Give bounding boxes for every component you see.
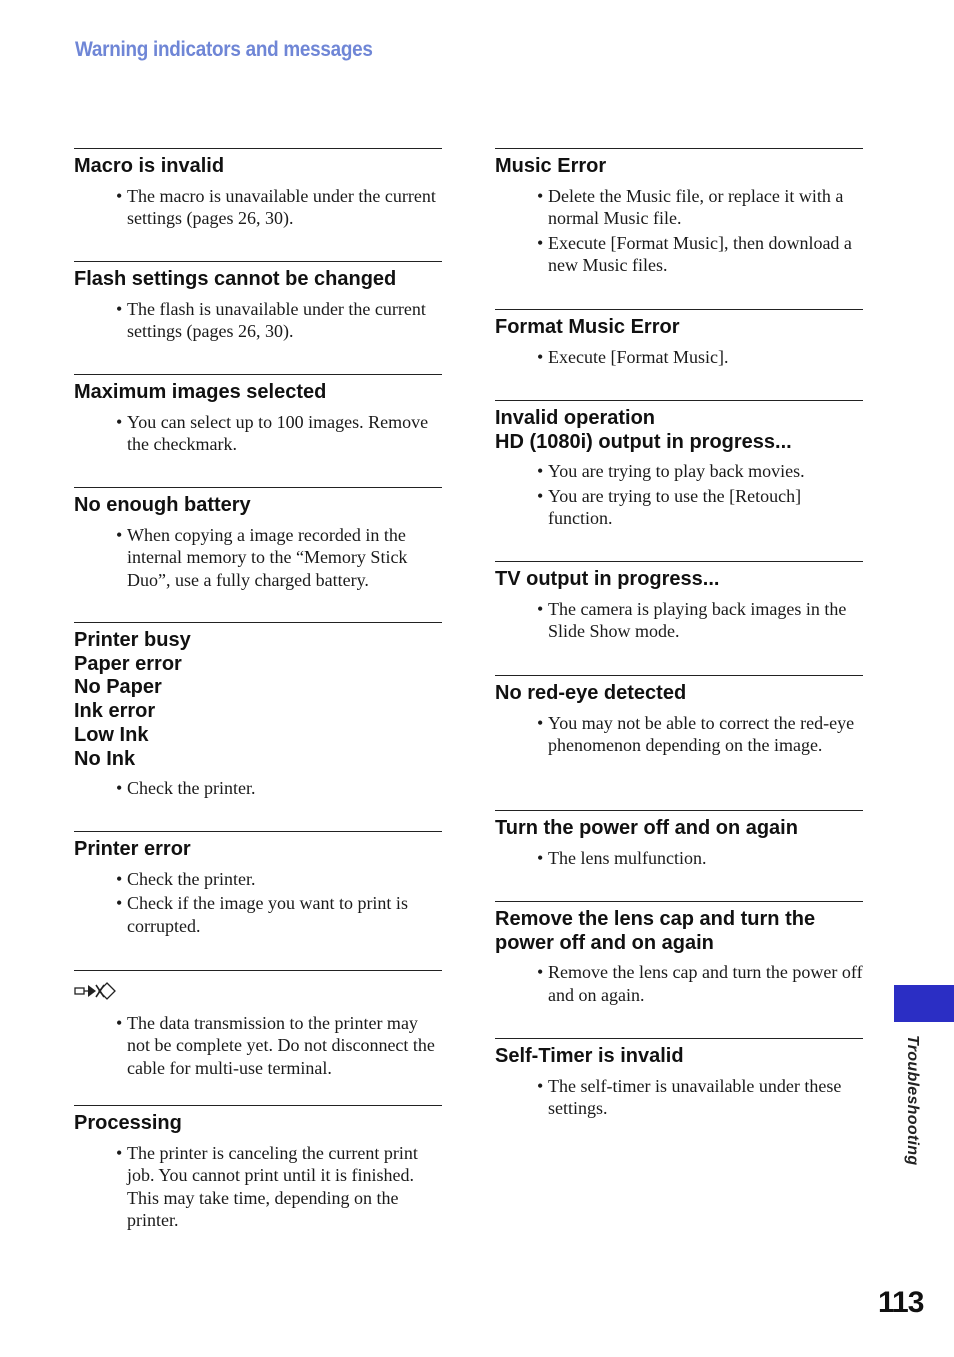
message-remove-lens-cap — [495, 901, 863, 1038]
message-remedy: • The macro is unavailable under the current settings (pages 26, 30). — [116, 185, 442, 230]
message-printer-status-group — [74, 622, 442, 831]
message-remedy: • You can select up to 100 images. Remove the checkmark. — [116, 411, 442, 456]
message-title: Printer error — [74, 838, 191, 860]
message-remedy: • You are trying to play back movies. — [537, 460, 863, 482]
message-flash-settings — [74, 261, 442, 374]
message-title: Macro is invalid — [74, 155, 225, 177]
message-no-enough-battery — [74, 487, 442, 622]
pictbridge-transfer-icon — [74, 971, 442, 1006]
message-printer-error — [74, 831, 442, 970]
message-title: Self-Timer is invalid — [495, 1045, 684, 1067]
message-remedy: • The self-timer is unavailable under these settings. — [537, 1075, 863, 1120]
left-column — [74, 148, 442, 1246]
message-title: No enough battery — [74, 494, 251, 516]
message-title: Flash settings cannot be changed — [74, 268, 397, 290]
message-remedy: • You are trying to use the [Retouch] function. — [537, 485, 863, 530]
page-number: 113 — [878, 1286, 924, 1319]
message-macro-invalid — [74, 148, 442, 261]
message-remedy: • Delete the Music file, or replace it with a normal Music file. — [537, 185, 863, 230]
message-title: Maximum images selected — [74, 381, 327, 403]
message-tv-output — [495, 561, 863, 675]
message-remedy: • The printer is canceling the current print job. You cannot print until it is finished. This may take time, depending on the printer. — [116, 1142, 442, 1232]
right-column — [495, 148, 863, 1139]
message-remedy: • The data transmission to the printer may not be complete yet. Do not disconnect the cable for multi-use terminal. — [116, 1012, 442, 1079]
message-remedy: • The flash is unavailable under the current settings (pages 26, 30). — [116, 298, 442, 343]
page-header-title: Warning indicators and messages — [75, 38, 373, 61]
message-remedy: • Execute [Format Music], then download a new Music files. — [537, 232, 863, 277]
message-remedy: • Check the printer. — [116, 777, 442, 799]
message-title: No red-eye detected — [495, 682, 687, 704]
message-no-red-eye — [495, 675, 863, 810]
message-title: Remove the lens cap and turn the power off and on again — [495, 908, 816, 954]
message-title: TV output in progress... — [495, 568, 720, 590]
message-title: Printer busy Paper error No Paper Ink error Low Ink No Ink — [74, 629, 191, 770]
message-remedy: • The camera is playing back images in the Slide Show mode. — [537, 598, 863, 643]
message-title: Invalid operation HD (1080i) output in progress... — [495, 407, 792, 453]
message-title: Format Music Error — [495, 316, 680, 338]
message-remedy: • Check if the image you want to print is corrupted. — [116, 892, 442, 937]
message-processing — [74, 1105, 442, 1246]
message-data-transmission — [74, 970, 442, 1105]
message-remedy: • The lens mulfunction. — [537, 847, 863, 869]
message-remedy: • You may not be able to correct the red-eye phenomenon depending on the image. — [537, 712, 863, 757]
message-maximum-images — [74, 374, 442, 487]
message-remedy: • Remove the lens cap and turn the power off and on again. — [537, 961, 863, 1006]
chapter-tab-marker — [894, 985, 954, 1022]
message-title: Turn the power off and on again — [495, 817, 798, 839]
chapter-label: Troubleshooting — [904, 1035, 921, 1166]
message-self-timer — [495, 1038, 863, 1139]
message-music-error — [495, 148, 863, 309]
message-remedy: • Execute [Format Music]. — [537, 346, 863, 368]
message-remedy: • Check the printer. — [116, 868, 442, 890]
message-turn-power — [495, 810, 863, 901]
message-format-music-error — [495, 309, 863, 400]
message-title: Processing — [74, 1112, 182, 1134]
message-remedy: • When copying a image recorded in the internal memory to the “Memory Stick Duo”, use a fully charged battery. — [116, 524, 442, 591]
message-title: Music Error — [495, 155, 607, 177]
message-invalid-operation — [495, 400, 863, 561]
